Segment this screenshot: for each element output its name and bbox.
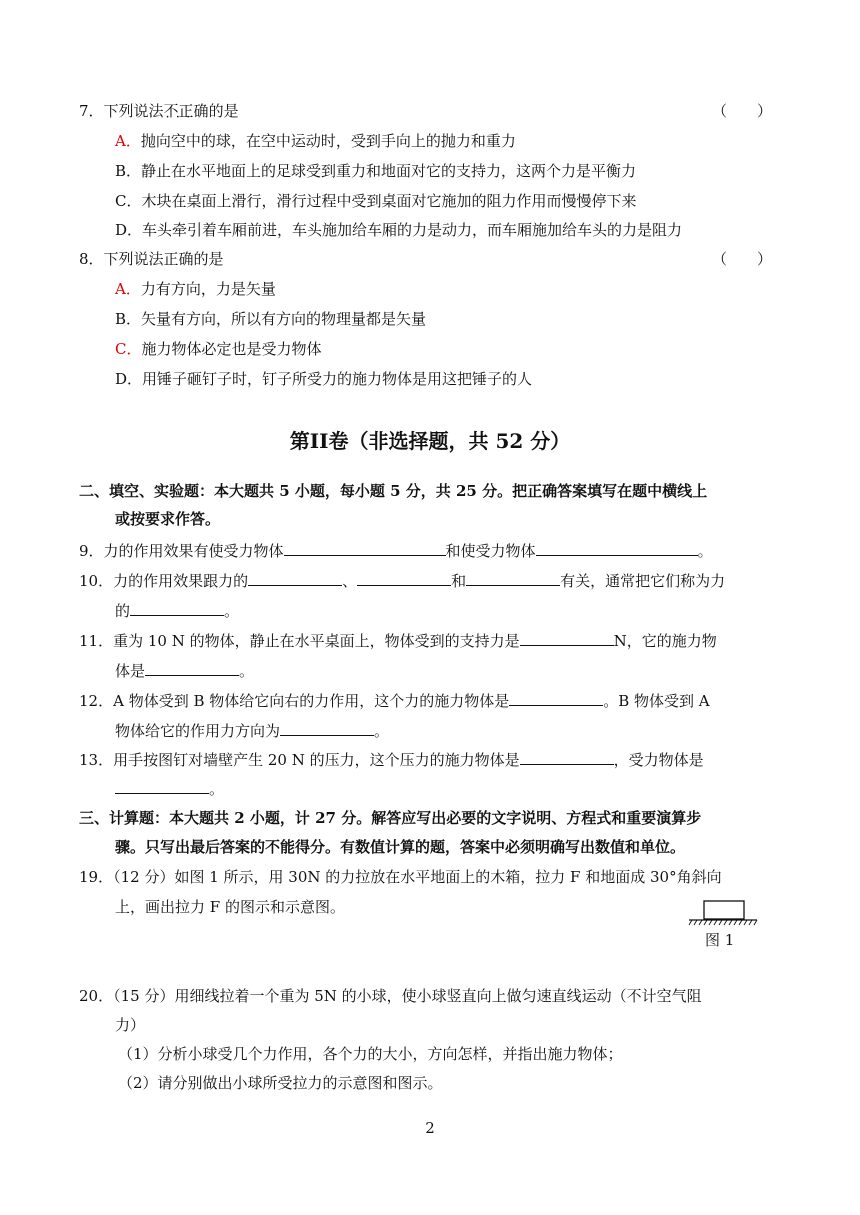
q10-line2: 的 。 — [115, 599, 239, 621]
page-number: 2 — [425, 1119, 435, 1137]
figure-label: 图 1 — [705, 931, 735, 949]
q19-line2: 上，画出拉力 F 的图示和示意图。 — [115, 898, 345, 916]
part2-heading-line2: 或按要求作答。 — [115, 510, 221, 528]
emphasis-dots: 不正确 · · · — [164, 102, 209, 120]
answer-blank — [536, 539, 698, 556]
part3-heading-line2: 骤。只写出最后答案的不能得分。有数值计算的题，答案中必须明确写出数值和单位。 — [115, 838, 686, 856]
q8-stem: 8．下列说法正确的是 — [79, 250, 224, 268]
q7-option-b: B．静止在水平地面上的足球受到重力和地面对它的支持力，这两个力是平衡力 — [115, 162, 637, 180]
q7-option-d: D．车头牵引着车厢前进，车头施加给车厢的力是动力，而车厢施加给车头的力是阻力 — [115, 221, 683, 239]
q11-line1: 11．重为 10 N 的物体，静止在水平桌面上，物体受到的支持力是 N，它的施力物 — [79, 629, 717, 651]
option-letter: A． — [115, 132, 141, 150]
q11-line2: 体是 。 — [115, 659, 254, 681]
section-title: 第II卷（非选择题，共 52 分） — [289, 429, 571, 453]
q13-line1: 13．用手按图钉对墙壁产生 20 N 的压力，这个压力的施力物体是 ，受力物体是 — [79, 748, 704, 770]
q19-line1: 19．（12 分）如图 1 所示，用 30N 的力拉放在水平地面上的木箱，拉力 F 和地面成 30°角斜向 — [79, 868, 722, 886]
q7-option-a: A．抛向空中的球，在空中运动时，受到手向上的抛力和重力 — [115, 132, 516, 150]
q7-option-c: C．木块在桌面上滑行，滑行过程中受到桌面对它施加的阻力作用而慢慢停下来 — [115, 192, 637, 210]
answer-blank — [520, 748, 614, 765]
answer-blank — [248, 569, 342, 586]
option-letter: A． — [115, 280, 141, 298]
q8-answer-paren: （ ） — [712, 250, 773, 268]
q20-line2: 力） — [115, 1016, 146, 1034]
q20-sub1: （1）分析小球受几个力作用，各个力的大小，方向怎样，并指出施力物体； — [118, 1045, 623, 1063]
q8-option-d: D．用锤子砸钉子时，钉子所受力的施力物体是用这把锤子的人 — [115, 370, 533, 388]
q20-line1: 20．（15 分）用细线拉着一个重为 5N 的小球，使小球竖直向上做匀速直线运动（不计空气阻 — [79, 987, 702, 1005]
part3-heading-line1: 三、计算题：本大题共 2 小题，计 27 分。解答应写出必要的文字说明、方程式和重要演算步 — [79, 809, 702, 827]
answer-blank — [145, 659, 239, 676]
box-on-ground-diagram — [688, 900, 758, 930]
answer-blank — [130, 599, 224, 616]
part2-heading-line1: 二、填空、实验题：本大题共 5 小题，每小题 5 分，共 25 分。把正确答案填写在题中横线上 — [79, 482, 708, 500]
q20-sub2: （2）请分别做出小球所受拉力的示意图和图示。 — [118, 1074, 443, 1092]
answer-blank — [115, 777, 209, 794]
answer-blank — [357, 569, 451, 586]
q13-line2: 。 — [115, 777, 224, 799]
answer-blank — [520, 629, 614, 646]
answer-blank — [284, 539, 446, 556]
q10-line1: 10．力的作用效果跟力的 、 和 有关，通常把它们称为力 — [79, 569, 725, 591]
q7-stem: 7．下列说法不正确 · · ·的是 — [79, 101, 239, 121]
q9: 9．力的作用效果有使受力物体 和使受力物体 。 — [79, 539, 713, 561]
q12-line1: 12．A 物体受到 B 物体给它向右的力作用，这个力的施力物体是 。B 物体受到 A — [79, 689, 710, 711]
option-letter: C． — [115, 340, 142, 358]
answer-blank — [280, 719, 374, 736]
q12-line2: 物体给它的作用力方向为 。 — [115, 719, 389, 741]
q8-option-c: C．施力物体必定也是受力物体 — [115, 340, 322, 358]
answer-blank — [466, 569, 560, 586]
figure-1 — [688, 900, 758, 950]
q8-option-b: B．矢量有方向，所以有方向的物理量都是矢量 — [115, 310, 427, 328]
answer-blank — [509, 689, 603, 706]
q7-answer-paren: （ ） — [712, 102, 773, 120]
q8-option-a: A．力有方向，力是矢量 — [115, 280, 276, 298]
